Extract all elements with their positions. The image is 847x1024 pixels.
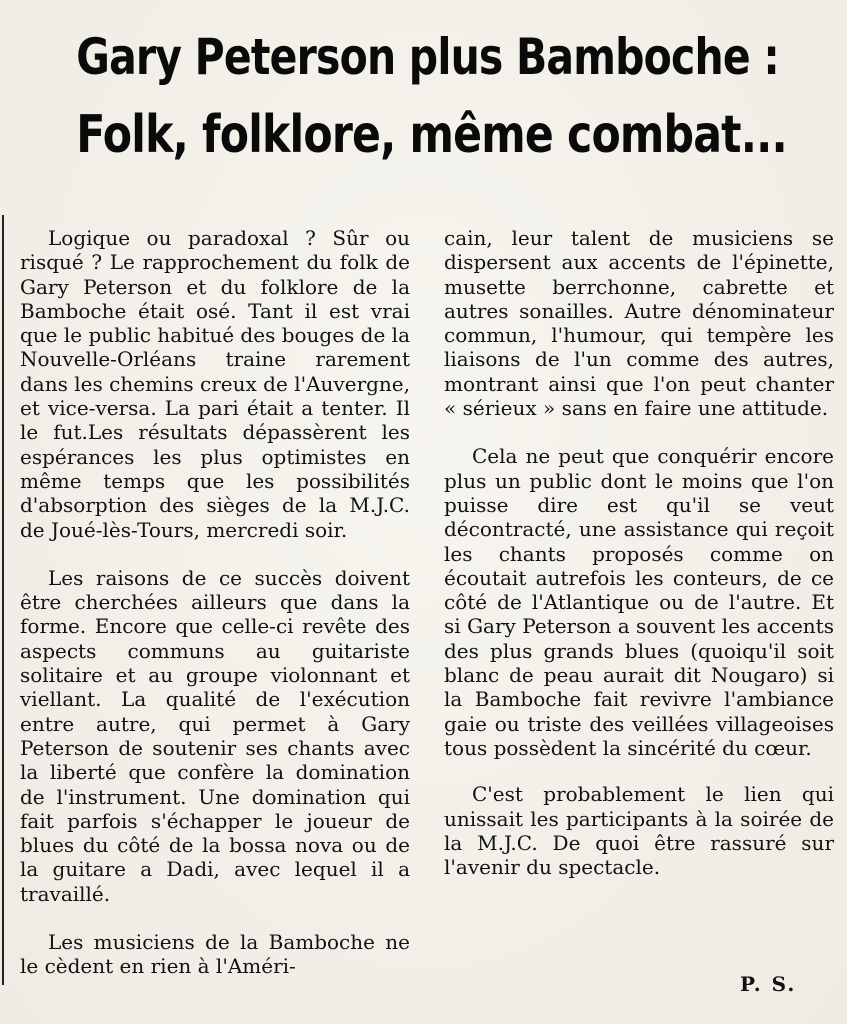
right-column — [444, 226, 834, 879]
paragraph: C'est probablement le lien qui unissait les participants à la soirée de la M.J.C. De quoi être rassuré sur l'avenir du spectacle. — [444, 782, 834, 880]
left-column — [20, 226, 410, 979]
headline-line-1: Gary Peterson plus Bamboche : — [76, 28, 779, 86]
author-signature: P. S. — [740, 972, 797, 996]
column-rule — [2, 215, 4, 985]
paragraph-continued: cain, leur talent de musiciens se dispersent aux accents de l'épinette, musette berrchonne, cabrette et autres sonailles. Autre dénominateur commun, l'humour, qui tempère les liaisons de l'un comme des autres, montrant ainsi que l'on peut chanter « sérieux » sans en faire une attitude. — [444, 226, 834, 421]
headline-line-2: Folk, folklore, même combat... — [76, 105, 787, 165]
paragraph: Les musiciens de la Bamboche ne le cèdent en rien à l'Améri- — [20, 930, 410, 979]
paragraph: Cela ne peut que conquérir encore plus un public dont le moins que l'on puisse dire est qu'il se veut décontracté, une assistance qui reçoit les chants proposés comme on écoutait autrefois les conteurs, de ce côté de l'Atlantique ou de l'autre. Et si Gary Peterson a souvent les accents des plus grands blues (quoiqu'il soit blanc de peau aurait dit Nougaro) si la Bamboche fait revivre l'ambiance gaie ou triste des veillées villageoises tous possèdent la sincérité du cœur. — [444, 444, 834, 760]
headline — [0, 18, 847, 174]
paragraph: Logique ou paradoxal ? Sûr ou risqué ? Le rapprochement du folk de Gary Peterson et du folklore de la Bamboche était osé. Tant il est vrai que le public habitué des bouges de la Nouvelle-Orléans traine rarement dans les chemins creux de l'Auvergne, et vice-versa. La pari était a tenter. Il le fut.Les résultats dépassèrent les espérances les plus optimistes en même temps que les possibilités d'absorption des sièges de la M.J.C. de Joué-lès-Tours, mercredi soir. — [20, 226, 410, 542]
paragraph: Les raisons de ce succès doivent être cherchées ailleurs que dans la forme. Encore que celle-ci revête des aspects communs au guitariste solitaire et au groupe violonnant et viellant. La qualité de l'exécution entre autre, qui permet à Gary Peterson de soutenir ses chants avec la liberté que confère la domination de l'instrument. Une domination qui fait parfois s'échapper le joueur de blues du côté de la bossa nova ou de la guitare a Dadi, avec lequel il a travaillé. — [20, 565, 410, 906]
